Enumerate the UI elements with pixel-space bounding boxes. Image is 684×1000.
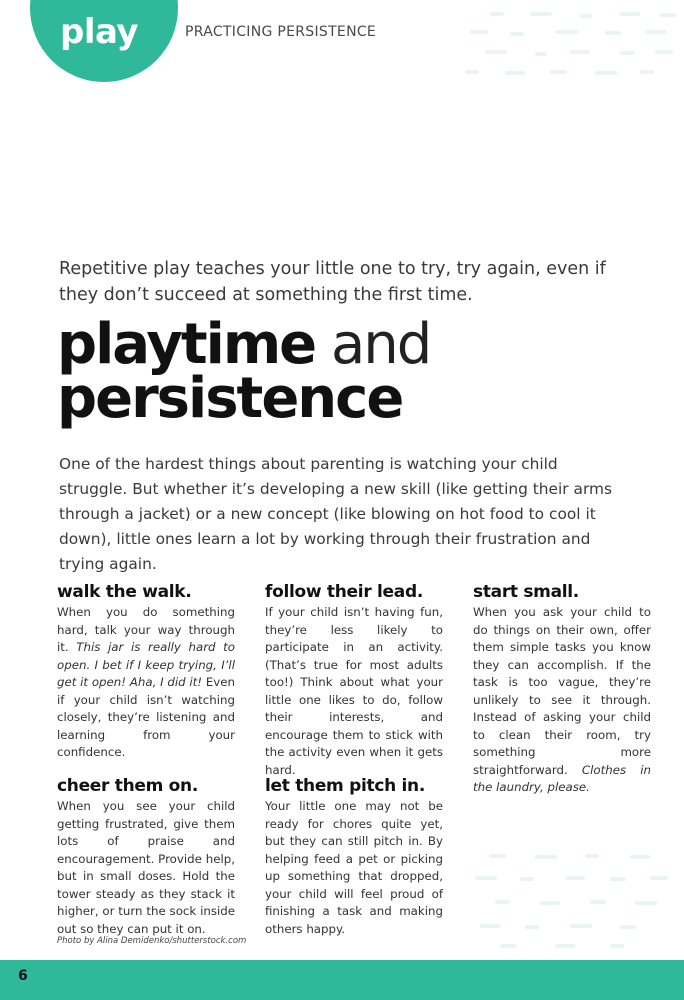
decorative-dash-pattern-bottom bbox=[470, 850, 680, 950]
section-walk-the-walk bbox=[57, 582, 235, 762]
lede-paragraph: One of the hardest things about parenting is watching your child struggle. But whether it’s developing a new skill (like getting their arms through a jacket) or a new concept (like blowing on hot food to cool it down), little ones learn a lot by working through their frustration and trying again. bbox=[59, 455, 613, 573]
section-body: Your little one may not be ready for chores quite yet, but they can still pitch in. By helping feed a pet or picking up something that dropped, your child will feel proud of finishing a task and making others happy. bbox=[265, 799, 443, 936]
photo-credit: Photo by Alina Demidenko/shutterstock.com bbox=[57, 936, 247, 946]
section-body: When you see your child getting frustrated, give them lots of praise and encouragement. Provide help, but in small doses. Hold the tower steady as they stack it higher, or turn the sock inside out so they can put it on. bbox=[57, 799, 235, 936]
body-italic: This jar is really hard to open. I bet if I keep trying, I’ll get it open! Aha, I did it! bbox=[57, 640, 236, 689]
section-heading: follow their lead. bbox=[265, 582, 423, 602]
section-heading: walk the walk. bbox=[57, 582, 192, 602]
section-cheer-them-on bbox=[57, 776, 235, 938]
section-body bbox=[57, 604, 235, 762]
section-body bbox=[473, 604, 651, 797]
section-body: If your child isn’t having fun, they’re less likely to participate in an activity. (That’s true for most adults too!) Think about what your little one likes to do, follow their interests, and encourage them to stick with the activity even when it gets hard. bbox=[265, 605, 443, 777]
section-title: PRACTICING PERSISTENCE bbox=[185, 24, 377, 40]
headline-word-and: and bbox=[330, 312, 431, 377]
section-heading: cheer them on. bbox=[57, 776, 198, 796]
headline-word-playtime: playtime bbox=[57, 312, 316, 377]
headline-word-persistence: persistence bbox=[57, 366, 403, 431]
headline bbox=[57, 312, 657, 431]
section-start-small bbox=[473, 582, 651, 797]
body-text: Even if your child isn’t watching closely, they’re listening and learning from your confidence. bbox=[57, 675, 235, 759]
page-footer bbox=[0, 960, 684, 1000]
decorative-dash-pattern-top bbox=[460, 8, 680, 78]
section-badge-label: play bbox=[60, 12, 139, 52]
page-number: 6 bbox=[18, 968, 28, 984]
section-heading: start small. bbox=[473, 582, 579, 602]
intro-text: Repetitive play teaches your little one to try, try again, even if they don’t succeed at something the first time. bbox=[59, 259, 606, 305]
section-let-them-pitch-in bbox=[265, 776, 443, 938]
body-italic: Clothes in the laundry, please. bbox=[473, 762, 652, 794]
section-follow-their-lead bbox=[265, 582, 443, 779]
body-text: When you do something hard, talk your way through it. bbox=[57, 605, 235, 654]
section-heading: let them pitch in. bbox=[265, 776, 426, 796]
body-text: When you ask your child to do things on their own, offer them simple tasks you know they can accomplish. If the task is too vague, they’re unlikely to see it through. Instead of asking your child to clean their room, try something more straightforward. bbox=[473, 605, 651, 777]
